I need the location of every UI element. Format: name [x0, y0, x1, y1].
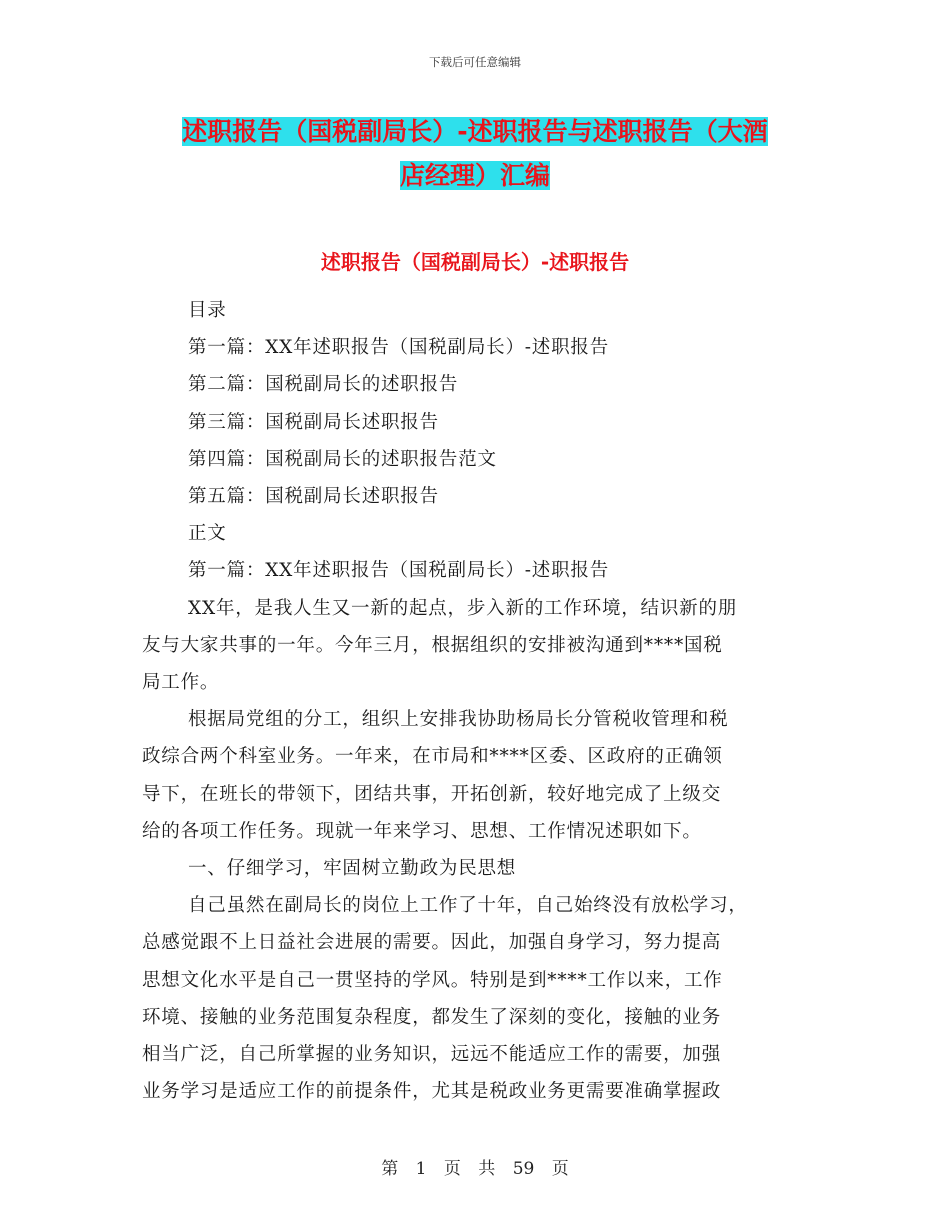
- paragraph-2-line: 导下，在班长的带领下，团结共事，开拓创新，较好地完成了上级交: [142, 783, 722, 805]
- toc-item-2: 第二篇：国税副局长的述职报告: [188, 374, 459, 396]
- footer-page-number: 1: [415, 1159, 427, 1179]
- paragraph-2-line: 根据局党组的分工，组织上安排我协助杨局长分管税收管理和税: [188, 709, 729, 731]
- footer-total-suffix: 页: [551, 1159, 569, 1179]
- subheading-1: 一、仔细学习，牢固树立勤政为民思想: [188, 858, 517, 880]
- document-title-line2: 店经理）汇编: [399, 161, 550, 190]
- toc-item-3: 第三篇：国税副局长述职报告: [188, 411, 439, 433]
- document-body: [142, 292, 810, 1110]
- paragraph-3-line: 环境、接触的业务范围复杂程度，都发生了深刻的变化，接触的业务: [142, 1006, 722, 1028]
- document-title: [140, 110, 810, 198]
- paragraph-2-line: 给的各项工作任务。现就一年来学习、思想、工作情况述职如下。: [142, 820, 702, 842]
- paragraph-2-line: 政综合两个科室业务。一年来，在市局和****区委、区政府的正确领: [142, 746, 723, 768]
- chapter-title: 第一篇：XX年述职报告（国税副局长）-述职报告: [188, 560, 609, 582]
- paragraph-3-line: 业务学习是适应工作的前提条件，尤其是税政业务更需要准确掌握政: [142, 1081, 722, 1103]
- paragraph-1-line: 友与大家共事的一年。今年三月，根据组织的安排被沟通到****国税: [142, 634, 723, 656]
- toc-item-5: 第五篇：国税副局长述职报告: [188, 486, 439, 508]
- footer-page-prefix: 第: [381, 1159, 399, 1179]
- toc-heading: 目录: [188, 300, 227, 321]
- toc-item-4: 第四篇：国税副局长的述职报告范文: [188, 448, 497, 470]
- paragraph-3-line: 相当广泛，自己所掌握的业务知识，远远不能适应工作的需要，加强: [142, 1044, 722, 1066]
- body-heading: 正文: [188, 523, 227, 545]
- section-title: 述职报告（国税副局长）-述职报告: [320, 250, 630, 274]
- page-footer: [0, 1154, 950, 1179]
- paragraph-3-line: 总感觉跟不上日益社会进展的需要。因此，加强自身学习，努力提高: [142, 932, 722, 954]
- paragraph-3-line: 思想文化水平是自己一贯坚持的学风。特别是到****工作以来，工作: [142, 969, 723, 991]
- paragraph-1-line: XX年，是我人生又一新的起点，步入新的工作环境，结识新的朋: [188, 597, 738, 619]
- footer-page-mid: 页: [443, 1159, 461, 1179]
- document-title-line1: 述职报告（国税副局长）-述职报告与述职报告（大酒: [182, 117, 768, 146]
- footer-total-pages: 59: [512, 1159, 535, 1179]
- footer-total-prefix: 共: [478, 1159, 496, 1179]
- toc-item-1: 第一篇：XX年述职报告（国税副局长）-述职报告: [188, 337, 609, 359]
- paragraph-3-line: 自己虽然在副局长的岗位上工作了十年，自己始终没有放松学习，: [188, 895, 748, 917]
- paragraph-1-line: 局工作。: [142, 672, 220, 694]
- header-note: 下载后可任意编辑: [429, 55, 521, 69]
